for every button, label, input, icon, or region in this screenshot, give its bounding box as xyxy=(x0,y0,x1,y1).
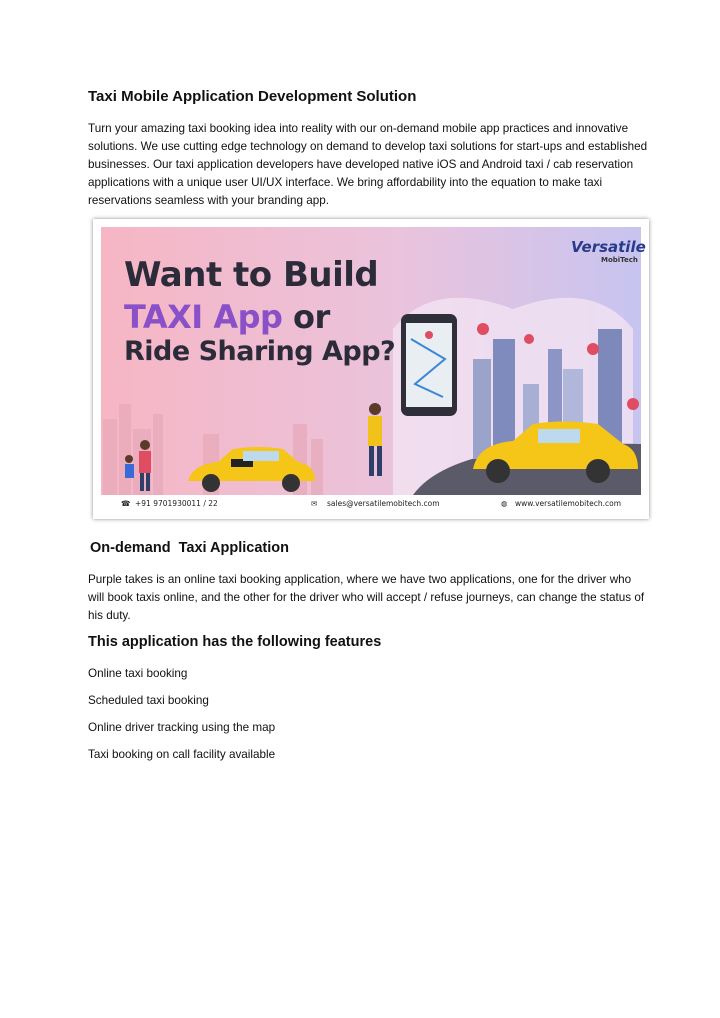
banner-contact-bar xyxy=(101,495,641,513)
banner-line-2 xyxy=(124,298,330,336)
logo-subtext: MobiTech xyxy=(601,256,638,264)
mail-icon: ✉ xyxy=(311,499,318,508)
feature-item: Online taxi booking xyxy=(88,667,188,680)
features-title: This application has the following features xyxy=(88,634,382,650)
banner-line-1: Want to Build xyxy=(124,255,379,295)
section-title-on-demand: On-demand Taxi Application xyxy=(90,540,289,556)
banner-line-3: Ride Sharing App? xyxy=(124,336,396,367)
phone-illustration xyxy=(401,314,457,416)
banner-email: sales@versatilemobitech.com xyxy=(327,499,440,508)
section-body-on-demand: Purple takes is an online taxi booking application, where we have two applications, one for the driver who will book taxis online, and the other for the driver who will accept / refuse journeys, can change the status of his duty. xyxy=(88,573,645,622)
promo-banner xyxy=(93,219,649,519)
feature-item: Online driver tracking using the map xyxy=(88,721,276,734)
feature-item: Scheduled taxi booking xyxy=(88,694,209,707)
phone-icon: ☎ xyxy=(121,499,131,508)
page-title: Taxi Mobile Application Development Solution xyxy=(88,88,417,105)
banner-taxi-app: TAXI App xyxy=(124,298,283,336)
banner-or: or xyxy=(282,298,330,336)
logo-text: Versatile xyxy=(571,238,646,256)
banner-phone: +91 9701930011 / 22 xyxy=(135,499,218,508)
banner-website: www.versatilemobitech.com xyxy=(515,499,622,508)
globe-icon: ◍ xyxy=(501,499,508,508)
feature-item: Taxi booking on call facility available xyxy=(88,748,276,761)
intro-paragraph: Turn your amazing taxi booking idea into reality with our on-demand mobile app practices and innovative solutions. We use cutting edge technology on demand to develop taxi solutions for start-ups and established businesses. Our taxi application developers have developed native iOS and Android taxi / cab reservation applications with a unique user UI/UX interface. We bring affordability into the equation to make taxi reservations seamless with your branding app. xyxy=(88,122,648,207)
